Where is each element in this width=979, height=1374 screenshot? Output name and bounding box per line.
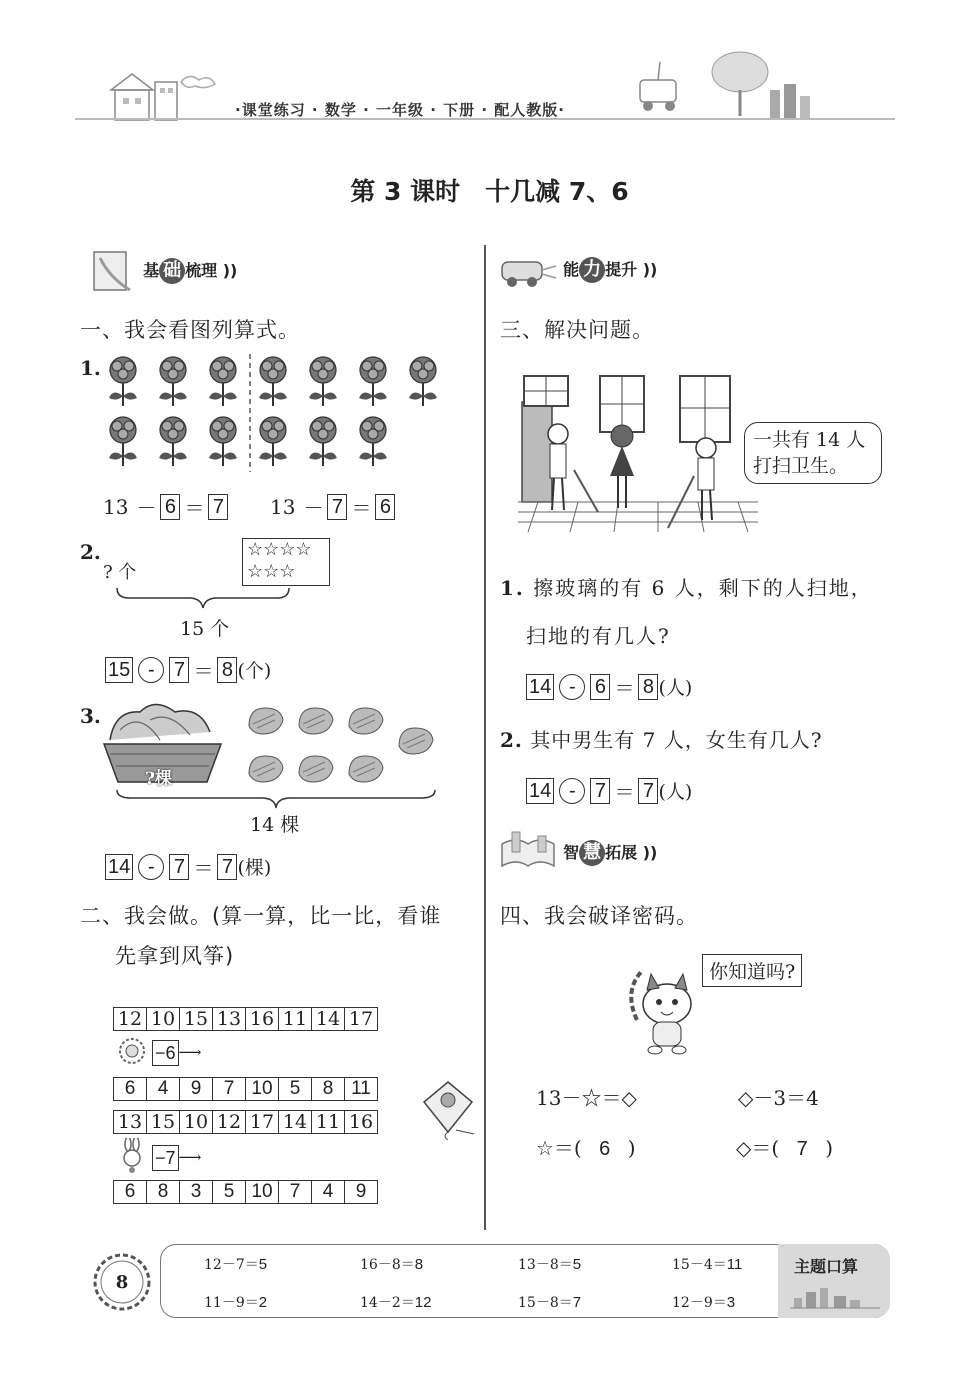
answer-box[interactable]: 7 — [169, 854, 189, 880]
oral-item: 15－4＝11 — [672, 1256, 743, 1273]
oral-item: 13－8＝5 — [518, 1256, 582, 1273]
oral-item: 12－7＝5 — [204, 1256, 268, 1273]
answer-box[interactable]: 8 — [217, 657, 237, 683]
speech-bubble-2: 你知道吗? — [702, 954, 802, 987]
s3-q1-line2: 扫地的有几人? — [526, 624, 671, 648]
operator-circle[interactable]: - — [138, 657, 164, 683]
column-divider — [484, 245, 486, 1230]
classroom-illustration — [518, 372, 758, 532]
open-book-icon — [498, 830, 558, 876]
q3-number: 3. — [80, 704, 101, 728]
answer-box[interactable]: 7 — [217, 854, 237, 880]
cabbage-group — [245, 702, 445, 792]
oral-item: 15－8＝7 — [518, 1294, 582, 1311]
q1-equation-1: 13 － 6 ＝ 7 — [103, 492, 228, 521]
s3-q1-equation: 14 - 6 ＝ 8 (人) — [526, 672, 692, 701]
q2-equation: 15 - 7 ＝ 8 (个) — [105, 655, 271, 684]
book-icon — [90, 246, 138, 296]
answer-box[interactable]: 14 — [105, 854, 133, 880]
op-minus-7: −7 ⟶ — [152, 1145, 201, 1171]
answer-box[interactable]: 6 — [160, 494, 180, 520]
numbers-row-1: 12 10 15 13 16 11 14 17 — [113, 1007, 378, 1031]
oral-item: 11－9＝2 — [204, 1294, 268, 1311]
cat-icon — [625, 960, 703, 1058]
cipher-eq-1: 13－☆＝◇ — [536, 1086, 637, 1110]
answer-box[interactable]: 7 — [327, 494, 347, 520]
header-series: ·课堂练习 · 数学 · 一年级 · 下册 · 配人教版· — [235, 101, 565, 119]
cipher-eq-2: ◇－3＝4 — [738, 1086, 819, 1110]
cat-illustration — [625, 960, 703, 1058]
q2-brace — [115, 586, 290, 614]
rabbit-icon — [118, 1138, 148, 1178]
answer-box[interactable]: 14 — [526, 778, 554, 804]
star-box — [242, 538, 330, 586]
answer-box[interactable]: 8 — [638, 674, 658, 700]
answer-box[interactable]: 7 — [590, 778, 610, 804]
stars-row-2: ☆☆☆ — [247, 561, 296, 582]
q2-number: 2. — [80, 540, 101, 564]
badge-wisdom: 智 慧 拓展 )) — [498, 830, 657, 876]
operator-circle[interactable]: - — [559, 778, 585, 804]
q3-equation: 14 - 7 ＝ 7 (棵) — [105, 852, 271, 881]
flower-icons — [105, 354, 455, 474]
operator-circle[interactable]: - — [138, 854, 164, 880]
stars-row-1: ☆☆☆☆ — [247, 539, 312, 560]
answer-box[interactable]: 7 — [638, 778, 658, 804]
operator-circle[interactable]: - — [559, 674, 585, 700]
cipher-answer-star: ☆＝( 6 ) — [536, 1136, 636, 1160]
oral-item: 12－9＝3 — [672, 1294, 736, 1311]
q3-total: 14 棵 — [250, 814, 300, 836]
q2-unknown: ? 个 — [103, 562, 137, 583]
q1-number: 1. — [80, 356, 101, 380]
s3-q2-equation: 14 - 7 ＝ 7 (人) — [526, 776, 692, 805]
s3-q1-line1: 1. 擦玻璃的有 6 人，剩下的人扫地， — [500, 576, 873, 600]
q2-total: 15 个 — [180, 618, 230, 640]
answer-box[interactable]: 6 — [375, 494, 395, 520]
answer-box[interactable]: 7 — [208, 494, 228, 520]
cipher-answer-diamond: ◇＝( 7 ) — [736, 1136, 833, 1160]
page-number: 8 — [115, 1272, 129, 1293]
lion-icon — [115, 1036, 149, 1070]
answer-box[interactable]: 14 — [526, 674, 554, 700]
op-minus-6: −6 ⟶ — [152, 1040, 201, 1066]
numbers-row-2: 13 15 10 12 17 14 11 16 — [113, 1110, 378, 1134]
flower-group — [105, 354, 455, 474]
answer-box[interactable]: 6 — [590, 674, 610, 700]
header-art-left — [95, 68, 225, 124]
section3-heading: 三、解决问题。 — [500, 318, 654, 342]
answers-row-2: 6 8 3 5 10 7 4 9 — [113, 1180, 378, 1204]
basket-label: ?棵 — [145, 769, 172, 789]
speech-bubble-1: 一共有 14 人 打扫卫生。 — [744, 422, 882, 484]
cabbage-icons — [245, 702, 445, 792]
header-art-right — [630, 50, 830, 122]
section1-heading: 一、我会看图列算式。 — [80, 318, 300, 342]
s3-q2-line: 2. 其中男生有 7 人，女生有几人? — [500, 728, 823, 752]
oral-item: 16－8＝8 — [360, 1256, 424, 1273]
badge-basic: 基 础 梳理 )) — [90, 246, 237, 296]
cleaning-scene — [518, 372, 758, 532]
answer-box[interactable]: 15 — [105, 657, 133, 683]
car-icon — [498, 250, 558, 290]
star-answer[interactable]: 6 — [599, 1138, 611, 1160]
diamond-answer[interactable]: 7 — [796, 1138, 808, 1160]
oral-item: 14－2＝12 — [360, 1294, 432, 1311]
section4-heading: 四、我会破译密码。 — [500, 904, 698, 928]
section2-heading-line1: 二、我会做。(算一算，比一比，看谁 — [80, 904, 442, 928]
section2-heading-line2: 先拿到风筝) — [115, 944, 235, 968]
skyline-icon — [790, 1284, 880, 1314]
page-title: 第 3 课时 十几减 7、6 — [350, 177, 629, 206]
oral-calc-label: 主题口算 — [794, 1257, 859, 1276]
answer-box[interactable]: 7 — [169, 657, 189, 683]
kite-icon — [418, 1078, 478, 1144]
q1-equation-2: 13 － 7 ＝ 6 — [270, 492, 395, 521]
badge-ability: 能 力 提升 )) — [498, 250, 657, 290]
answers-row-1: 6 4 9 7 10 5 8 11 — [113, 1077, 378, 1101]
